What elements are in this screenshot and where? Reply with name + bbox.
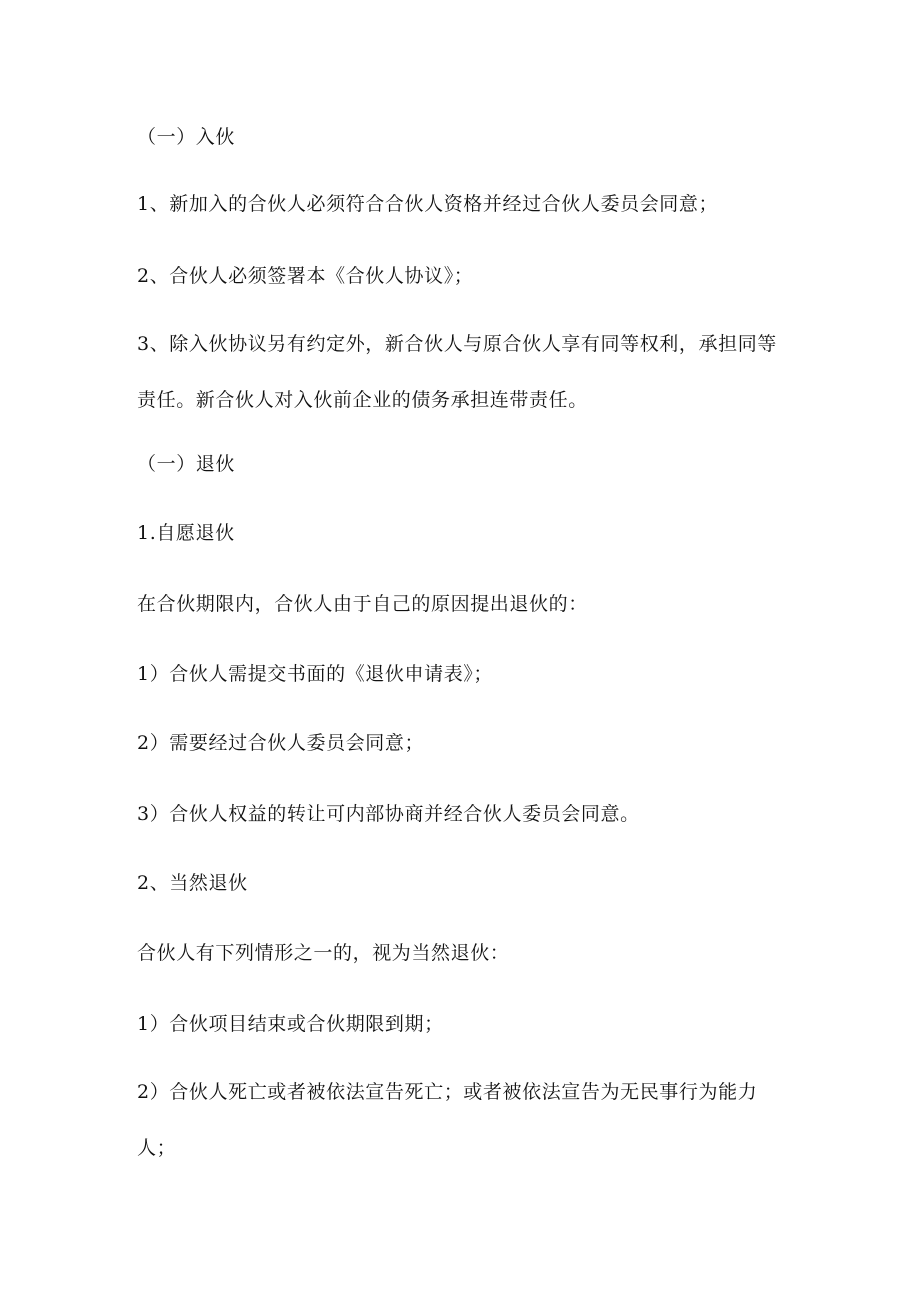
list-item-voluntary-1: 1）合伙人需提交书面的《退伙申请表》； [137,663,493,685]
list-item-voluntary-2: 2）需要经过合伙人委员会同意； [137,732,425,754]
list-item-voluntary-3: 3）合伙人权益的转让可内部协商并经合伙人委员会同意。 [137,803,640,825]
section-heading-withdraw: （一）退伙 [137,453,236,475]
subheading-automatic-withdrawal: 2、当然退伙 [137,872,248,894]
subheading-voluntary-withdrawal: 1.自愿退伙 [137,522,235,544]
list-item-automatic-1: 1）合伙项目结束或合伙期限到期； [137,1013,444,1035]
paragraph-voluntary-intro: 在合伙期限内，合伙人由于自己的原因提出退伙的： [137,593,588,615]
paragraph-automatic-intro: 合伙人有下列情形之一的，视为当然退伙： [137,942,510,964]
list-item-automatic-2: 2）合伙人死亡或者被依法宣告死亡；或者被依法宣告为无民事行为能力人； [137,1081,758,1159]
section-heading-join: （一）入伙 [137,126,236,148]
paragraph-join-1: 1、新加入的合伙人必须符合合伙人资格并经过合伙人委员会同意； [137,193,719,215]
paragraph-join-2: 2、合伙人必须签署本《合伙人协议》； [137,265,474,287]
paragraph-join-3: 3、除入伙协议另有约定外，新合伙人与原合伙人享有同等权利，承担同等责任。新合伙人对入伙前企业的债务承担连带责任。 [137,333,777,411]
